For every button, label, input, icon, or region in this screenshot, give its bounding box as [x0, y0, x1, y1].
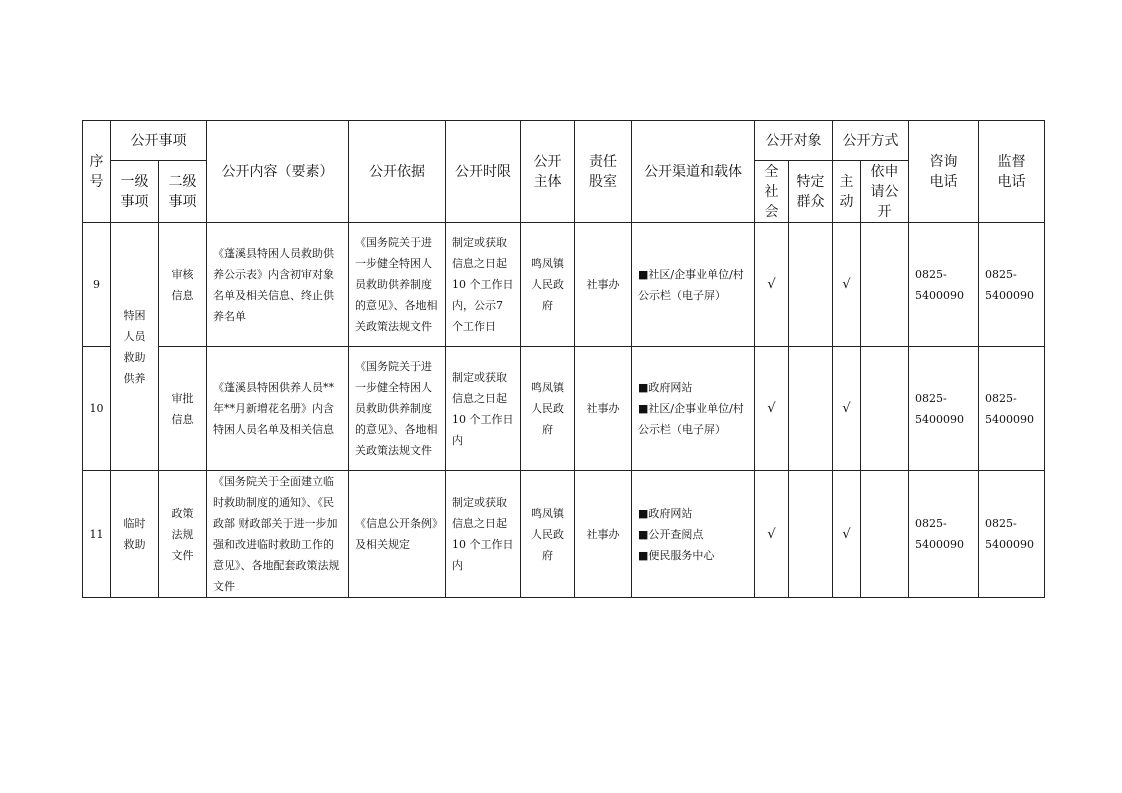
row-time-limit: 制定或获取信息之日起10 个工作日内 — [446, 347, 521, 471]
row-basis: 《信息公开条例》及相关规定 — [349, 471, 446, 598]
row-audience-specific — [789, 471, 833, 598]
header-time-limit: 公开时限 — [446, 121, 521, 223]
header-method-apply: 依申 请公 开 — [861, 161, 909, 223]
row-level2: 政策 法规 文件 — [159, 471, 207, 598]
row-level1: 临时 救助 — [111, 471, 159, 598]
header-subject: 公开 主体 — [521, 121, 575, 223]
table-row — [83, 347, 1045, 471]
header-basis: 公开依据 — [349, 121, 446, 223]
header-item: 公开事项 — [111, 121, 207, 161]
row-method-active: √ — [833, 347, 861, 471]
row-basis: 《国务院关于进一步健全特困人员救助供养制度的意见》、各地相关政策法规文件 — [349, 347, 446, 471]
header-content: 公开内容（要素） — [207, 121, 349, 223]
header-audience-specific: 特定 群众 — [789, 161, 833, 223]
disclosure-table — [82, 120, 1045, 598]
row-consult-phone: 0825- 5400090 — [909, 471, 979, 598]
row-audience-all: √ — [755, 223, 789, 347]
header-office: 责任 股室 — [575, 121, 632, 223]
row-audience-specific — [789, 347, 833, 471]
row-time-limit: 制定或获取信息之日起10 个工作日内 — [446, 471, 521, 598]
row-content: 《国务院关于全面建立临时救助制度的通知》、《民政部 财政部关于进一步加强和改进临时救助工作的意见》、各地配套政策法规文件 — [207, 471, 349, 598]
header-seq: 序 号 — [83, 121, 111, 223]
row-channel: ■社区/企事业单位/村公示栏（电子屏） — [632, 223, 755, 347]
header-method-active: 主 动 — [833, 161, 861, 223]
row-seq: 9 — [83, 223, 111, 347]
row-supervise-phone: 0825- 5400090 — [979, 347, 1045, 471]
row-channel: ■政府网站 ■社区/企事业单位/村公示栏（电子屏） — [632, 347, 755, 471]
row-subject: 鸣凤镇 人民政 府 — [521, 223, 575, 347]
row-office: 社事办 — [575, 347, 632, 471]
row-method-apply — [861, 347, 909, 471]
row-method-apply — [861, 223, 909, 347]
row-content: 《蓬溪县特困供养人员**年**月新增花名册》内含特困人员名单及相关信息 — [207, 347, 349, 471]
row-level2: 审批 信息 — [159, 347, 207, 471]
row-seq: 11 — [83, 471, 111, 598]
header-channel: 公开渠道和载体 — [632, 121, 755, 223]
table-row — [83, 223, 1045, 347]
header-level1: 一级 事项 — [111, 161, 159, 223]
row-subject: 鸣凤镇 人民政 府 — [521, 471, 575, 598]
header-level2: 二级 事项 — [159, 161, 207, 223]
header-method: 公开方式 — [833, 121, 909, 161]
row-time-limit: 制定或获取信息之日起10 个工作日内，公示7 个工作日 — [446, 223, 521, 347]
row-basis: 《国务院关于进一步健全特困人员救助供养制度的意见》、各地相关政策法规文件 — [349, 223, 446, 347]
row-subject: 鸣凤镇 人民政 府 — [521, 347, 575, 471]
table-row — [83, 471, 1045, 598]
row-audience-specific — [789, 223, 833, 347]
row-method-active: √ — [833, 471, 861, 598]
row-supervise-phone: 0825- 5400090 — [979, 223, 1045, 347]
row-method-active: √ — [833, 223, 861, 347]
row-supervise-phone: 0825- 5400090 — [979, 471, 1045, 598]
row-channel: ■政府网站 ■公开查阅点 ■便民服务中心 — [632, 471, 755, 598]
header-consult-phone: 咨询 电话 — [909, 121, 979, 223]
row-consult-phone: 0825- 5400090 — [909, 347, 979, 471]
row-level2: 审核 信息 — [159, 223, 207, 347]
row-level1: 特困 人员 救助 供养 — [111, 223, 159, 471]
row-seq: 10 — [83, 347, 111, 471]
header-supervise-phone: 监督 电话 — [979, 121, 1045, 223]
row-audience-all: √ — [755, 347, 789, 471]
header-audience: 公开对象 — [755, 121, 833, 161]
row-content: 《蓬溪县特困人员救助供养公示表》内含初审对象名单及相关信息、终止供养名单 — [207, 223, 349, 347]
header-audience-all: 全 社 会 — [755, 161, 789, 223]
row-audience-all: √ — [755, 471, 789, 598]
row-method-apply — [861, 471, 909, 598]
row-consult-phone: 0825- 5400090 — [909, 223, 979, 347]
row-office: 社事办 — [575, 471, 632, 598]
row-office: 社事办 — [575, 223, 632, 347]
